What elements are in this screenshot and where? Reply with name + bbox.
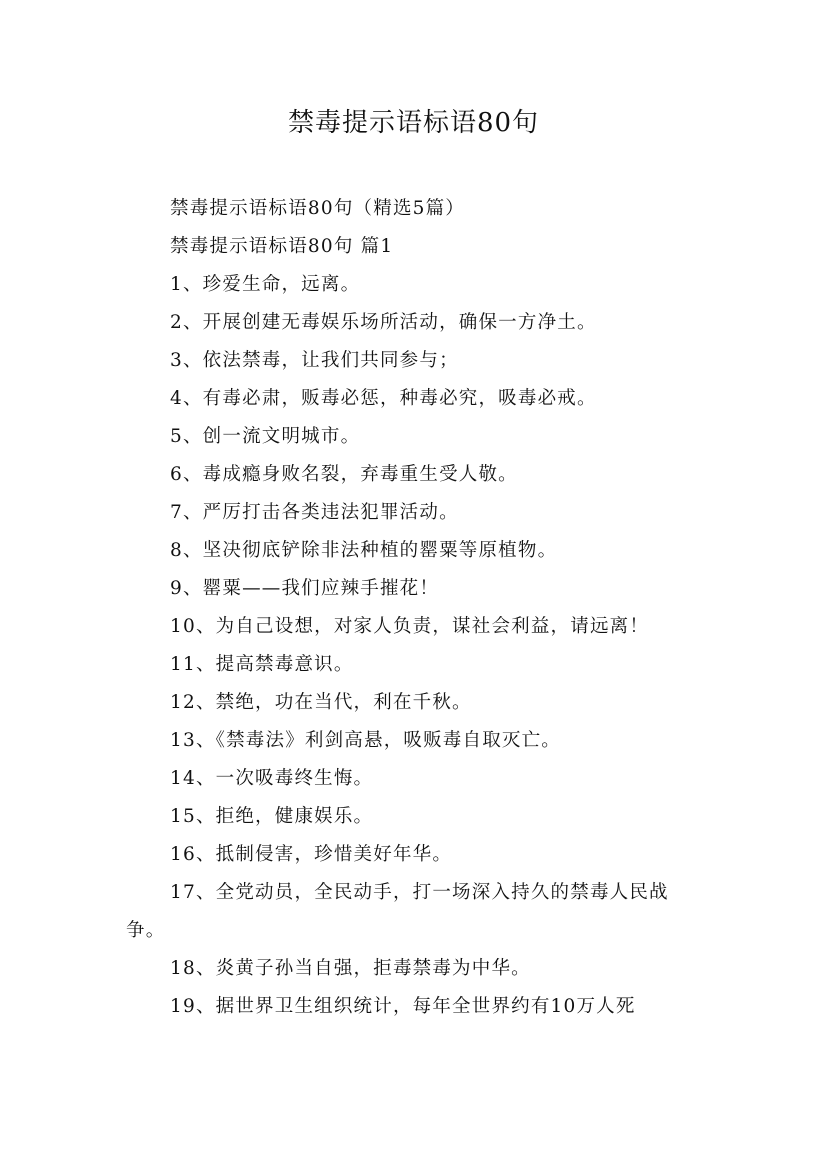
subtitle-line: 禁毒提示语标语80句（精选5篇） xyxy=(170,198,466,219)
slogan-item: 2、开展创建无毒娱乐场所活动，确保一方净土。 xyxy=(170,312,597,333)
slogan-item: 18、炎黄子孙当自强，拒毒禁毒为中华。 xyxy=(170,958,531,979)
slogan-item: 15、拒绝，健康娱乐。 xyxy=(170,806,374,827)
slogan-item: 9、罂粟——我们应辣手摧花！ xyxy=(170,578,440,599)
slogan-item: 17、全党动员，全民动手，打一场深入持久的禁毒人民战争。 xyxy=(126,882,669,941)
slogan-item: 4、有毒必肃，贩毒必惩，种毒必究，吸毒必戒。 xyxy=(170,388,597,409)
slogan-item: 1、珍爱生命，远离。 xyxy=(170,274,361,295)
slogan-item: 12、禁绝，功在当代，利在千秋。 xyxy=(170,692,472,713)
slogan-item: 11、提高禁毒意识。 xyxy=(170,654,354,675)
slogan-item: 5、创一流文明城市。 xyxy=(170,426,361,447)
slogan-item: 3、依法禁毒，让我们共同参与； xyxy=(170,350,459,371)
slogan-item: 19、据世界卫生组织统计，每年全世界约有10万人死 xyxy=(170,996,636,1017)
slogan-item: 8、坚决彻底铲除非法种植的罂粟等原植物。 xyxy=(170,540,558,561)
slogan-item: 14、一次吸毒终生悔。 xyxy=(170,768,374,789)
section-heading: 禁毒提示语标语80句 篇1 xyxy=(170,236,394,257)
slogan-item: 7、严厉打击各类违法犯罪活动。 xyxy=(170,502,459,523)
document-title: 禁毒提示语标语80句 xyxy=(287,108,540,138)
slogan-item: 16、抵制侵害，珍惜美好年华。 xyxy=(170,844,453,865)
slogan-item: 6、毒成瘾身败名裂，弃毒重生受人敬。 xyxy=(170,464,518,485)
slogan-item: 10、为自己设想，对家人负责，谋社会利益，请远离！ xyxy=(170,616,650,637)
slogan-item: 13、《禁毒法》利剑高悬，吸贩毒自取灭亡。 xyxy=(170,730,561,751)
document-body xyxy=(126,190,706,1026)
